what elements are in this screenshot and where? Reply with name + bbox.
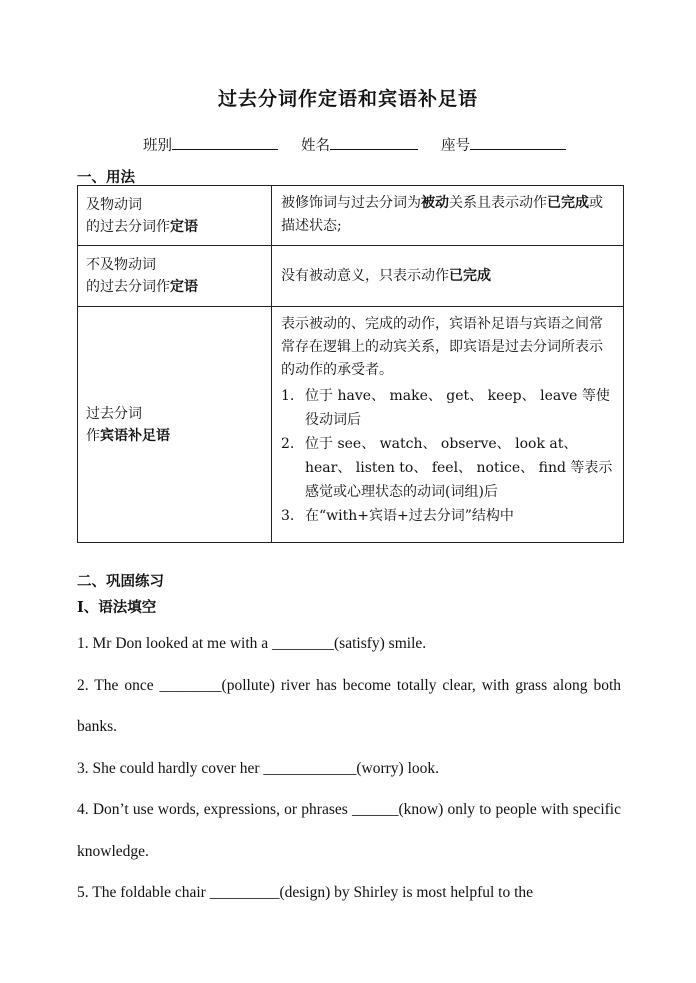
list-item: 3. 在“with+宾语+过去分词”结构中 (281, 508, 514, 524)
row-label-complement: 过去分词 作宾语补足语 (78, 307, 272, 543)
exercise-item: 5. The foldable chair _________(design) by Shirley is most helpful to the (77, 884, 534, 901)
section-heading-usage: 一、用法 (77, 169, 135, 186)
table-row (78, 246, 624, 307)
section-heading-practice: 二、巩固练习 (77, 573, 164, 590)
exercise-item: 1. Mr Don looked at me with a ________(satisfy) smile. (77, 635, 427, 652)
name-label: 姓名 (301, 138, 331, 154)
name-blank[interactable] (330, 135, 418, 150)
row-label-intransitive: 不及物动词 的过去分词作定语 (78, 246, 272, 307)
row-desc-complement: 表示被动的、完成的动作，宾语补足语与宾语之间常常存在逻辑上的动宾关系，即宾语是过去分词所表示的动作的承受者。 1. 位于 have、 make、 get、 keep、 leave 等使役动词后 2. 位于 see、 watch、 observe、 look at、 hear、 listen to、 feel、 notice、 find 等表示感觉或心理状态的动词(词组)后 3. 在“with+宾语+过去分词”结构中 (272, 307, 624, 543)
class-label: 班别 (143, 138, 172, 154)
list-item: 1. 位于 have、 make、 get、 keep、 leave 等使役动词后 (281, 388, 610, 428)
table-row (78, 186, 624, 246)
page-title: 过去分词作定语和宾语补足语 (217, 88, 478, 110)
usage-table (77, 185, 624, 543)
exercise-item: 2. The once ________(pollute) river has become totally clear, with grass along both banks. (77, 676, 621, 735)
subsection-heading-grammar-fill: I、语法填空 (77, 599, 157, 616)
class-blank[interactable] (172, 135, 278, 150)
row-label-transitive: 及物动词 的过去分词作定语 (78, 186, 272, 246)
row-desc-intransitive: 没有被动意义，只表示动作已完成 (272, 246, 624, 307)
exercise-item: 4. Don’t use words, expressions, or phrases ______(know) only to people with specific knowledge. (77, 801, 621, 860)
exercise-item: 3. She could hardly cover her ____________(worry) look. (77, 759, 440, 777)
seat-label: 座号 (441, 138, 471, 154)
list-item: 2. 位于 see、 watch、 observe、 look at、 hear、 listen to、 feel、 notice、 find 等表示感觉或心理状态的动词(词组)后 (281, 436, 613, 500)
exercise-list (77, 623, 621, 914)
seat-blank[interactable] (470, 135, 566, 150)
table-row (78, 307, 624, 543)
student-info-line (143, 134, 566, 155)
usage-list (281, 384, 615, 528)
row-desc-transitive: 被修饰词与过去分词为被动关系且表示动作已完成或描述状态; (272, 186, 624, 246)
